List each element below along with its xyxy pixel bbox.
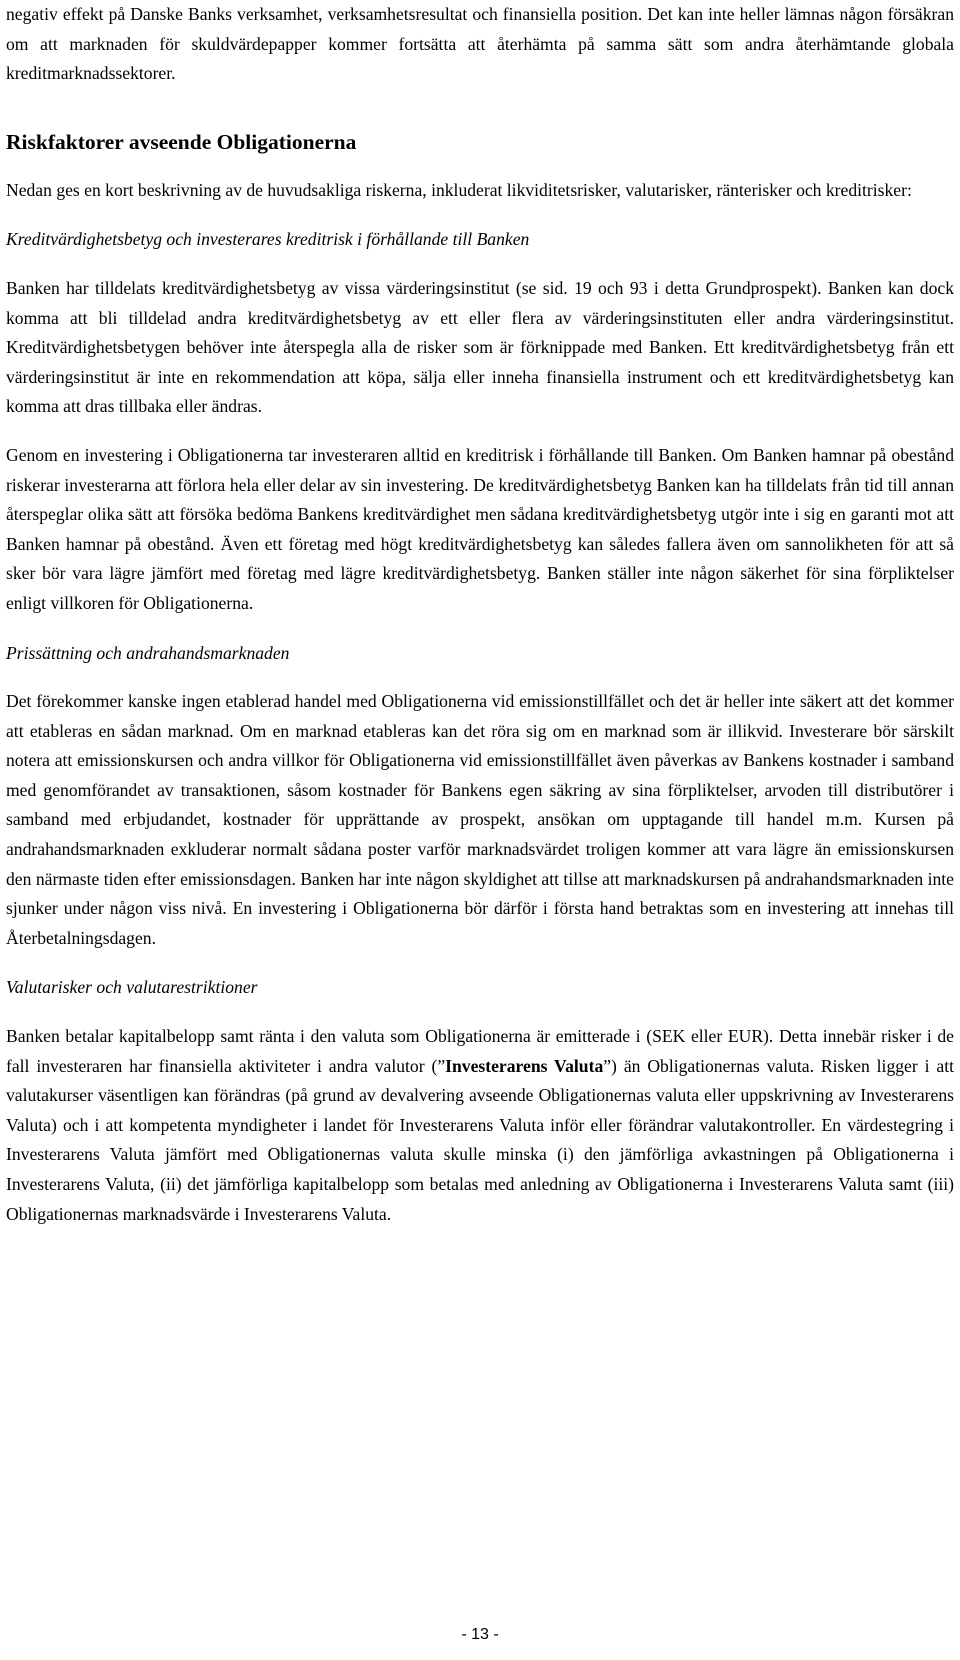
currency-text-part-1: Banken betalar kapitalbelopp samt ränta i den valuta som Obligationerna är emitterade i (SEK eller EUR). Detta innebär risker i de fall investeraren har finansiella aktiviteter i andra valutor (” (6, 1026, 954, 1076)
pricing-paragraph: Det förekommer kanske ingen etablerad handel med Obligationerna vid emissionstillfället och det är heller inte säkert att det kommer att etableras en sådan marknad. Om en marknad etableras kan det röra sig om en marknad som är illikvid. Investerare bör särskilt notera att emissionskursen och andra villkor för Obligationerna vid emissionstillfället även påverkas av Bankens kostnader i samband med genomförandet av transaktionen, såsom kostnader för Bankens egen säkring av sina förpliktelser, arvoden till distributörer i samband med erbjudandet, kostnader för upprättande av prospekt, ansökan om upptagande till handel m.m. Kursen på andrahandsmarknaden exkluderar normalt sådana poster varför marknadsvärdet troligen kommer att vara lägre än emissionskursen den närmaste tiden efter emissionsdagen. Banken har inte någon skyldighet att tillse att marknadskursen på andrahandsmarknaden inte sjunker under någon viss nivå. En investering i Obligationerna bör därför i första hand betraktas som en investering att innehas till Återbetalningsdagen. (6, 691, 954, 948)
pricing-subheading: Prissättning och andrahandsmarknaden (6, 642, 290, 663)
currency-text-part-2: ”) än Obligationernas valuta. Risken ligger i att valutakurser väsentligen kan förändras (på grund av devalvering avseende Obligationernas valuta eller uppskrivning av Investerarens Valuta) och i att kompetenta myndigheter i landet för Investerarens Valuta inför eller förändrar valutakontroller. En värdestegring i Investerarens Valuta jämfört med Obligationernas valuta skulle minska (i) den jämförliga avkastningen på Obligationerna i Investerarens Valuta, (ii) det jämförliga kapitalbelopp som betalas med anledning av Obligationerna i Investerarens Valuta samt (iii) Obligationernas marknadsvärde i Investerarens Valuta. (6, 1055, 954, 1224)
credit-paragraph-2: Genom en investering i Obligationerna tar investeraren alltid en kreditrisk i förhållande till Banken. Om Banken hamnar på obestånd riskerar investerarna att förlora hela eller delar av sin investering. De kreditvärdighetsbetyg Banken kan ha tilldelats från tid till annan återspeglar olika sätt att försöka bedöma Bankens kreditvärdighet men sådana kreditvärdighetsbetyg utgör inte i sig en garanti mot att Banken hamnar på obestånd. Även ett företag med högt kreditvärdighetsbetyg kan således fallera även om sannolikheten för att så sker bör vara lägre jämfört med företag med lägre kreditvärdighetsbetyg. Banken ställer inte någon säkerhet för sina förpliktelser enligt villkoren för Obligationerna. (6, 444, 954, 613)
currency-subheading: Valutarisker och valutarestriktioner (6, 977, 258, 998)
investor-currency-term: Investerarens Valuta (445, 1055, 604, 1076)
currency-paragraph (6, 1022, 954, 1229)
credit-subheading: Kreditvärdighetsbetyg och investerares kreditrisk i förhållande till Banken (6, 229, 530, 250)
page-number: - 13 - (461, 1626, 499, 1643)
credit-paragraph-1: Banken har tilldelats kreditvärdighetsbetyg av vissa värderingsinstitut (se sid. 19 och 93 i detta Grundprospekt). Banken kan dock komma att bli tilldelad andra kreditvärdighetsbetyg av ett eller flera av värderingsinstituten eller andra värderingsinstitut. Kreditvärdighetsbetygen behöver inte återspegla alla de risker som är förknippade med Banken. Ett kreditvärdighetsbetyg från ett värderingsinstitut är inte en rekommendation att köpa, sälja eller inneha finansiella instrument och ett kreditvärdighetsbetyg kan komma att dras tillbaka eller ändras. (6, 277, 954, 417)
section-intro-paragraph: Nedan ges en kort beskrivning av de huvudsakliga riskerna, inkluderat likviditetsrisker, valutarisker, ränterisker och kreditrisker: (6, 179, 912, 200)
document-page (6, 0, 954, 1229)
intro-paragraph: negativ effekt på Danske Banks verksamhet, verksamhetsresultat och finansiella position. Det kan inte heller lämnas någon försäkran om att marknaden för skuldvärdepapper kommer fortsätta att återhämta på samma sätt som andra återhämtande globala kreditmarknadssektorer. (6, 4, 954, 84)
section-heading: Riskfaktorer avseende Obligationerna (6, 129, 357, 154)
